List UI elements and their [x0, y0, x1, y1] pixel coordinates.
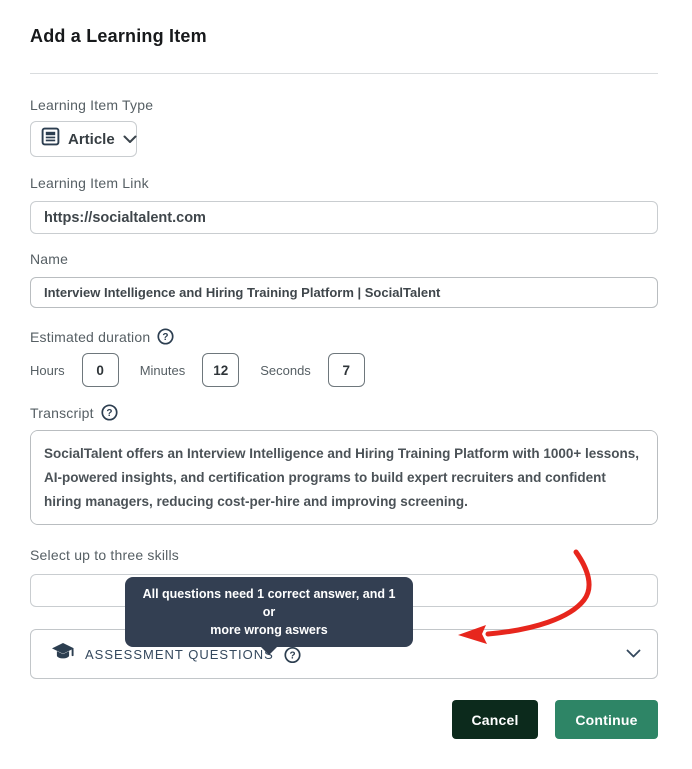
seconds-label: Seconds	[260, 362, 311, 378]
transcript-textarea[interactable]	[30, 430, 658, 525]
assessment-tooltip	[125, 577, 413, 647]
minutes-label: Minutes	[139, 362, 186, 378]
svg-text:?: ?	[162, 332, 169, 343]
graduation-cap-icon	[51, 641, 75, 668]
learning-item-type-label	[30, 97, 153, 113]
assessment-help-icon[interactable]	[284, 646, 301, 663]
hours-input[interactable]	[82, 353, 119, 387]
assessment-chevron-down-icon	[626, 649, 641, 659]
title-divider	[30, 73, 658, 74]
chevron-down-icon	[123, 135, 137, 144]
learning-item-type-select[interactable]	[30, 121, 137, 157]
svg-text:?: ?	[289, 650, 296, 661]
continue-button[interactable]: Continue	[555, 700, 658, 739]
learning-item-link-label	[30, 175, 149, 191]
learning-item-type-value: Article	[68, 130, 115, 148]
skills-label	[30, 547, 179, 563]
assessment-tooltip-line1: All questions need 1 correct answer, and 1 or	[142, 587, 396, 619]
learning-item-type-label-text: Learning Item Type	[30, 97, 154, 113]
name-input[interactable]	[30, 277, 658, 308]
minutes-input[interactable]	[202, 353, 239, 387]
skills-label-text: Select up to three skills	[30, 547, 179, 563]
name-label-text: Name	[30, 251, 69, 267]
article-icon	[41, 127, 60, 151]
page-title: Add a Learning Item	[30, 26, 207, 46]
estimated-duration-label-text: Estimated duration	[30, 328, 151, 345]
cancel-button[interactable]: Cancel	[452, 700, 538, 739]
assessment-tooltip-line2: more wrong aswers	[210, 623, 328, 637]
transcript-label-text: Transcript	[30, 404, 94, 421]
learning-item-link-label-text: Learning Item Link	[30, 175, 149, 191]
estimated-duration-label	[30, 328, 174, 345]
transcript-help-icon[interactable]	[101, 404, 118, 421]
duration-help-icon[interactable]	[157, 328, 174, 345]
hours-label: Hours	[30, 362, 65, 378]
learning-item-link-input[interactable]	[30, 201, 658, 234]
seconds-input[interactable]	[328, 353, 365, 387]
duration-row	[30, 353, 365, 387]
assessment-questions-label: ASSESSMENT QUESTIONS	[85, 646, 274, 662]
transcript-label	[30, 404, 118, 421]
name-label	[30, 251, 68, 267]
svg-text:?: ?	[106, 408, 113, 419]
